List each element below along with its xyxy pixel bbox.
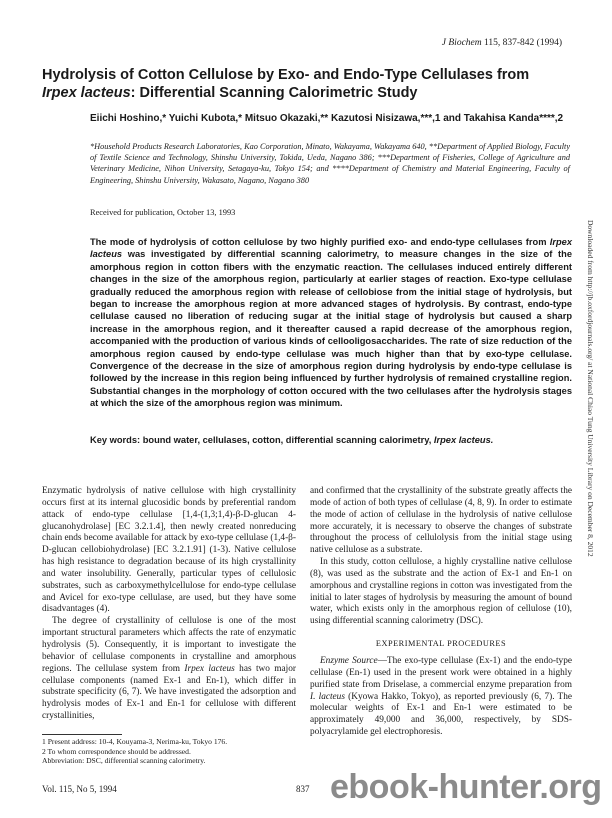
footnote-1: 1 Present address: 10-4, Kouyama-3, Nerima-ku, Tokyo 176.	[42, 737, 228, 746]
intro-p2-text-a: The degree of crystallinity of cellulose is one of the most important structural parameters which affects the rate of enzymatic hydrolysis (5). Consequently, it is important to investigate the behavior of cellulase components in crystalline and amorphous regions. The cellulase system from	[42, 616, 296, 674]
abstract-part-1: The mode of hydrolysis of cotton cellulose by two highly purified exo- and endo-type cellulases from	[90, 237, 550, 247]
journal-pages: 115, 837-842 (1994)	[483, 38, 562, 48]
keywords-text: bound water, cellulases, cotton, differential scanning calorimetry,	[140, 435, 434, 445]
article-title	[42, 66, 572, 102]
author-list: Eiichi Hoshino,* Yuichi Kubota,* Mitsuo Okazaki,** Kazutosi Nisizawa,***,1 and Takahisa Kanda****,2	[90, 113, 564, 124]
methods-paragraph-1	[310, 656, 572, 739]
title-species: Irpex lacteus	[42, 85, 131, 101]
keywords-label: Key words:	[90, 435, 141, 445]
affiliations: *Household Products Research Laboratories, Kao Corporation, Minato, Wakayama, Wakayama 640, **Department of Applied Biology, Faculty of Textile Science and Technology, Shinshu University, Tokida, Ueda, Nagano 386; ***Department of Fisheries, College of Agriculture and Veterinary Medicine, Nihon University, Setagaya-ku, Tokyo 154; and ****Department of Chemistry and Material Engineering, Faculty of Engineering, Shinshu University, Wakasato, Nagano, Nagano 380	[90, 142, 570, 185]
intro-paragraph-3: and confirmed that the crystallinity of the substrate greatly affects the mode of action of both types of cellulase (4, 8, 9). In order to estimate the mode of action of cellulase in the hydrolysis of native cellulose more accurately, it is necessary to observe the changes of substrate throughout the process of cellulolysis from the initial stage using native cellulose as a substrate.	[310, 486, 572, 556]
volume-info: Vol. 115, No 5, 1994	[42, 784, 117, 794]
title-subtitle: : Differential Scanning Calorimetric Study	[130, 85, 418, 101]
title-line-1: Hydrolysis of Cotton Cellulose by Exo- and Endo-Type Cellulases from	[42, 67, 530, 83]
received-date: Received for publication, October 13, 1993	[90, 208, 236, 217]
body-column-right	[310, 486, 572, 739]
footnote-2: 2 To whom correspondence should be addressed.	[42, 746, 191, 756]
intro-p2-species: Irpex lacteus	[184, 663, 235, 674]
keywords-species: Irpex lacteus.	[433, 435, 494, 445]
page-number: 837	[296, 784, 310, 794]
methods-text-a: —The exo-type cellulase (Ex-1) and the endo-type cellulase (En-1) used in the present work were obtained in a highly purified state from Driselase, a commercial enzyme preparation from	[310, 655, 572, 690]
keywords	[90, 434, 572, 446]
footnotes	[42, 737, 302, 766]
title-line-2	[42, 84, 572, 102]
download-notice	[586, 220, 606, 780]
body-column-left	[42, 486, 296, 723]
methods-species: I. lacteus	[310, 691, 345, 702]
section-heading: EXPERIMENTAL PROCEDURES	[375, 639, 507, 649]
footnote-rule	[42, 734, 122, 735]
abstract	[90, 236, 572, 410]
abstract-species: Irpex lacteus	[90, 237, 572, 260]
footnote-abbreviation: Abbreviation: DSC, differential scanning calorimetry.	[42, 756, 206, 766]
watermark: ebook-hunter.org	[330, 768, 602, 806]
intro-paragraph-2	[42, 616, 296, 723]
journal-name: J Biochem	[441, 38, 482, 48]
download-notice-text: Downloaded from http://jb.oxfordjournals.org/ at National Chiao Tung University Library on December 8, 2012	[586, 220, 595, 557]
intro-paragraph-1: Enzymatic hydrolysis of native cellulose with high crystallinity occurs first at its internal glucosidic bonds by preferential random attack of endo-type cellulase [1,4-(1,3;1,4)-β-D-glucan 4-glucanohydrolase] [EC 3.2.1.4], then newly created nonreducing chain ends become available for attack by exo-type cellulase (1,4-β-D-glucan cellobiohydrolase) [EC 3.2.1.91] (1-3). Native cellulose has high resistance to degradation because of its high crystallinity and water insolubility. Generally, particular types of cellulosic substrates, such as carboxymethylcellulose for endo-type cellulase and Avicel for exo-type cellulase, are used, but they have some disadvantages (4).	[42, 486, 296, 615]
abstract-part-2: was investigated by differential scanning calorimetry, to measure changes in the size of the amorphous region in cotton fibers with the enzymatic reaction. The cellulases induced entirely different changes in the size of the amorphous region, particularly at earlier stages of reaction. Exo-type cellulase gradually reduced the amorphous region with release of cellobiose from the initial stage of hydrolysis, but began to increase the amorphous region at more advanced stages of hydrolysis. By contrast, endo-type cellulase caused no liberation of reducing sugar at the initial stage of hydrolysis but caused a sharp increase in the amorphous region, and it thereafter caused a rapid decrease of the amorphous region, accompanied with the production of various kinds of cellooligosaccharides. The rate of size reduction of the amorphous region caused by endo-type cellulase was much higher than that by exo-type cellulase. Convergence of the decrease in the size of amorphous region during hydrolysis by endo-type cellulase is followed by the increase in this region being influenced by further hydrolysis of remained crystalline region. Substantial changes in the morphology of cotton occured with the two cellulases after the hydrolysis stages at which the size of the amorphous region was minimum.	[90, 249, 572, 409]
intro-paragraph-4: In this study, cotton cellulose, a highly crystalline native cellulose (8), was used as the substrate and the action of Ex-1 and En-1 on amorphous and crystalline regions in cotton was investigated from the initial to later stages of hydrolysis by measuring the amount of bound water, which exists only in the amorphous region of cellulose (10), using differential scanning calorimetry (DSC).	[310, 557, 572, 627]
methods-subheading: Enzyme Source	[320, 655, 378, 666]
journal-citation	[442, 38, 562, 48]
intro-p2-text-b: has two major cellulase components (named Ex-1 and En-1), which differ in substrate specificity (6, 7). We have investigated the adsorption and hydrolysis modes of Ex-1 and En-1 for cellulose with different crystallinities,	[42, 663, 296, 722]
methods-text-b: (Kyowa Hakko, Tokyo), as reported previously (6, 7). The molecular weights of Ex-1 and En-1 were estimated to be approximately 49,000 and 36,000, respectively, by SDS-polyacrylamide gel electrophoresis.	[310, 691, 572, 738]
